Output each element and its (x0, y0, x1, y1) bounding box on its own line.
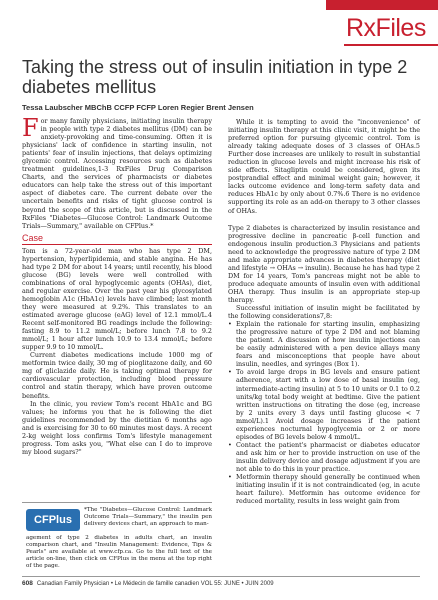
list-item: • Explain the rationale for starting insulin, emphasizing the progressive nature of type 2 DM and not blaming the patient. A discussion of how insulin injections can be easily administered with a pen device allays many fears and misconceptions that people have about insulin, needles, and syringes (Box 1). (228, 320, 420, 368)
intro-text: or many family physicians, initiating insulin therapy in people with type 2 diabetes mellitus (DM) can be anxiety-provoking and time-consuming. Often it is physicians' lack of confidence in starting insulin, not patients' fear of insulin injections, that delays optimizing glycemic control. Accessing resources such as diabetes treatment guidelines,1-3 RxFiles Drug Comparison Charts, and the services of pharmacists or diabetes educators can help take the stress out of this important aspect of diabetes care. The current debate over the uncertain benefits and risks of tight glucose control is beyond the scope of this article, but is discussed in the RxFiles "Diabetes—Glucose Control: Landmark Outcome Trials—Summary," available on CFPlus.* (22, 117, 212, 230)
article-title: Taking the stress out of insulin initiation in type 2 diabetes mellitus (22, 57, 408, 97)
cfplus-logo: CFPlus (26, 509, 80, 531)
body-paragraph: While it is tempting to avoid the "inconvenience" of initiating insulin therapy at this clinic visit, it might be the preferred option for pursuing glycemic control. Tom is already taking adequate doses of 3 classes of OHAs.5 Further dose increases are unlikely to result in substantial reduction in glucose levels and might increase his risk of side effects. Sitagliptin could be considered, given its postprandial effect and minimal weight gain; however, it lacks outcome evidence and long-term safety data and reduces HbA1c by only about 0.7%.6 There is no evidence supporting its role as an add-on therapy to 3 other classes of OHAs. (228, 118, 420, 215)
body-paragraph: Type 2 diabetes is characterized by insulin resistance and progressive decline in pancreatic β-cell function and endogenous insulin production.3 Physicians and patients need to acknowledge the progressive nature of type 2 DM and make appropriate advances in diabetes therapy (diet and lifestyle → OHAs → insulin). Because he has had type 2 DM for 14 years, Tom's pancreas might not be able to produce adequate amounts of insulin even with additional OHA therapy. Thus insulin is an appropriate step-up therapy. (228, 223, 420, 304)
left-column (22, 114, 212, 456)
case-paragraph: Current diabetes medications include 1000 mg of metformin twice daily, 30 mg of pioglitazone daily, and 60 mg of gliclazide daily. He is taking optimal therapy for cardiovascular protection, including blood pressure control and statin therapy, which have proven outcome benefits. (22, 351, 212, 400)
section-title: RxFiles (346, 14, 426, 42)
paragraph-gap (228, 215, 420, 224)
header-rule (344, 44, 438, 46)
body-paragraph: Successful initiation of insulin might be facilitated by the following considerations7,8: (228, 304, 420, 321)
right-column (228, 118, 420, 505)
list-item: • Contact the patient's pharmacist or diabetes educator and ask him or her to provide instruction on use of the insulin delivery device and dosage adjustment if you are not able to do this in your practice. (228, 441, 420, 473)
page-footer (22, 580, 274, 587)
page-number: 608 (22, 580, 33, 587)
author-line: Tessa Laubscher MBChB CCFP FCFP Loren Regier Brent Jensen (22, 103, 254, 112)
drop-cap: F (22, 114, 39, 142)
list-item: • To avoid large drops in BG levels and ensure patient adherence, start with a low dose of basal insulin (eg, intermediate-acting insulin) at 5 to 10 units or 0.1 to 0.2 units/kg total body weight at bedtime. Give the patient written instructions on titrating the dose (eg, increase by 2 units every 3 days until fasting glucose < 7 mmol/L).1 Avoid dosage increases if the patient experiences nocturnal hypoglycemia or 2 or more episodes of BG levels below 4 mmol/L. (228, 368, 420, 440)
footer-rule (22, 576, 420, 577)
cfplus-note: *The "Diabetes—Glucose Control: Landmark Outcome Trials—Summary," the insulin pen delivery devices chart, an approach to man- (84, 507, 212, 527)
header-bar (326, 0, 438, 10)
list-item: • Metformin therapy should generally be continued when initiating insulin if it is not contraindicated (eg, in acute heart failure). Metformin has outcome evidence for reduced mortality, results in less weight gain from (228, 473, 420, 505)
considerations-list (228, 320, 420, 505)
cfplus-box (22, 502, 212, 578)
section-header (326, 0, 438, 52)
case-paragraph: Tom is a 72-year-old man who has type 2 DM, hypertension, hyperlipidemia, and stable angina. He has had type 2 DM for about 14 years; until recently, his blood glucose (BG) levels were well controlled with combinations of oral hypoglycemic agents (OHAs), diet, and regular exercise. Over the past year his glycosylated hemoglobin A1c (HbA1c) levels have climbed; last month they were measured at 9.2%. This translates to an estimated average glucose (eAG) level of 12.1 mmol/L.4 Recent self-monitored BG readings include the following: fasting 8.9 to 11.2 mmol/L; before lunch 7.8 to 9.2 mmol/L; 1 hour after lunch 10.9 to 13.4 mmol/L; before supper 9.9 to 10 mmol/L. (22, 246, 212, 352)
case-heading: Case (22, 232, 44, 243)
intro-paragraph (22, 114, 212, 230)
case-rule (22, 244, 212, 245)
journal-line: Canadian Family Physician • Le Médecin de famille canadien VOL 55: JUNE • JUIN 2009 (36, 581, 274, 587)
case-paragraph: In the clinic, you review Tom's recent HbA1c and BG values; he informs you that he is following the diet guidelines recommended by the dietitian 6 months ago and is exercising for 30 to 60 minutes most days. A recent 2-kg weight loss confirms Tom's lifestyle management progress. Tom asks you, "What else can I do to improve my blood sugars?" (22, 399, 212, 456)
cfplus-note: agement of type 2 diabetes in adults chart, an insulin comparison chart, and "Insulin Management: Evidence, Tips & Pearls" are available at www.cfp.ca. Go to the full text of the article on-line, then click on CFPlus in the menu at the top right of the page. (26, 535, 212, 569)
